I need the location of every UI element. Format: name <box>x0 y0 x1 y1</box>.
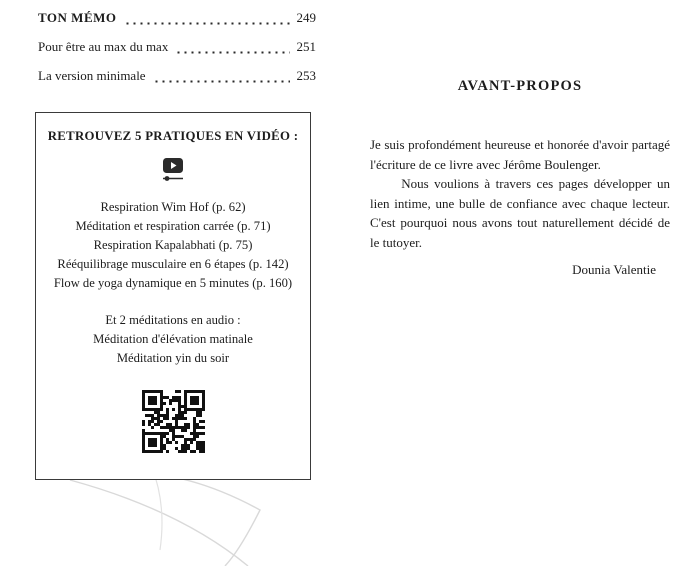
foreword-text <box>370 135 670 252</box>
toc-entry-label: Pour être au max du max <box>38 39 169 54</box>
toc-row <box>38 68 316 84</box>
toc-dot-leader <box>124 13 290 25</box>
paragraph: Nous voulions à travers ces pages développer un lien intime, une bulle de confiance avec chaque lecteur. C'est pourquoi nous avons tout naturellement décidé de le tutoyer. <box>370 176 670 250</box>
toc-entry-label: La version minimale <box>38 68 146 83</box>
toc-page-number: 253 <box>296 68 316 83</box>
audio-meditations-block <box>46 311 300 368</box>
qr-code <box>138 386 209 457</box>
paragraph: Je suis profondément heureuse et honorée d'avoir partagé l'écriture de ce livre avec Jérôme Boulenger. <box>370 137 670 172</box>
chapter-heading: AVANT-PROPOS <box>457 78 583 94</box>
toc-page-number: 249 <box>296 10 316 25</box>
video-practice-item: Respiration Wim Hof (p. 62) <box>100 200 246 214</box>
audio-item: Méditation d'élévation matinale <box>93 332 253 347</box>
video-box-title: RETROUVEZ 5 PRATIQUES EN VIDÉO : <box>47 129 299 143</box>
toc-page-number: 251 <box>296 39 316 54</box>
video-play-icon <box>158 157 188 188</box>
video-practice-item: Respiration Kapalabhati (p. 75) <box>93 237 253 252</box>
video-practices-box <box>35 112 311 480</box>
toc-dot-leader <box>153 71 290 83</box>
toc-row <box>38 10 316 26</box>
video-practice-item: Rééquilibrage musculaire en 6 étapes (p. 142) <box>57 256 289 271</box>
toc-row <box>38 39 316 55</box>
toc-entry-label: TON MÉMO <box>38 10 117 25</box>
toc-dot-leader <box>175 42 289 54</box>
right-page <box>370 78 670 278</box>
video-practice-item: Méditation et respiration carrée (p. 71) <box>75 218 271 233</box>
author-signature: Dounia Valentie <box>572 262 656 277</box>
video-practice-list <box>46 198 300 292</box>
audio-block-title: Et 2 méditations en audio : <box>105 313 241 328</box>
video-practice-item: Flow de yoga dynamique en 5 minutes (p. 160) <box>53 275 293 290</box>
table-of-contents <box>38 10 316 97</box>
audio-item: Méditation yin du soir <box>116 351 230 366</box>
